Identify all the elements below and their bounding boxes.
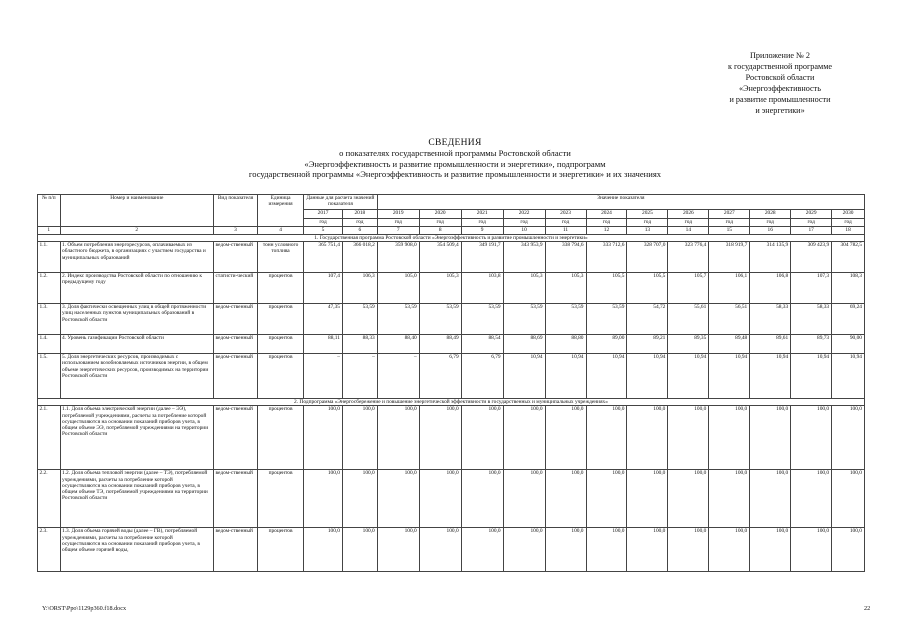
header-year-suffix: год: [304, 219, 343, 227]
row-value: 89,48: [709, 335, 750, 354]
row-value: 100,0: [791, 470, 832, 528]
index-cell: 18: [832, 227, 865, 235]
row-name: 1. Объем потребления энергоресурсов, оплачиваемых из областного бюджета, в организациях с участием государства и муниципальных образований: [60, 242, 214, 273]
header-calc: Данные для расчета значений показателя: [304, 195, 378, 210]
index-cell: 6: [342, 227, 377, 235]
row-value: 100,0: [832, 406, 865, 470]
row-value: 100,0: [668, 470, 709, 528]
row-value: 343 953,9: [503, 242, 545, 273]
row-value: 100,0: [832, 528, 865, 572]
row-value: 100,0: [709, 470, 750, 528]
row-num: 1.1.: [38, 242, 61, 273]
row-value: 10,94: [750, 354, 791, 399]
row-value: 10,94: [791, 354, 832, 399]
row-value: 53,59: [545, 304, 586, 335]
row-num: 2.1.: [38, 406, 61, 470]
row-value: 100,0: [627, 470, 668, 528]
row-value: 88,80: [545, 335, 586, 354]
section-title: 1. Государственная программа Ростовской области «Энергоэффективность и развитие промышленности и энергетики»: [38, 235, 865, 242]
row-value: 100,0: [342, 470, 377, 528]
table-row: [38, 406, 865, 470]
header-year: 2021: [461, 210, 503, 219]
row-value: 100,0: [545, 528, 586, 572]
row-value: 105,5: [586, 273, 627, 304]
index-cell: 15: [709, 227, 750, 235]
row-type: статисти-ческий: [214, 273, 258, 304]
row-value: 100,0: [750, 406, 791, 470]
row-value: 100,0: [586, 406, 627, 470]
row-value: 100,0: [627, 528, 668, 572]
index-cell: 10: [503, 227, 545, 235]
row-value: 105,3: [503, 273, 545, 304]
row-value: 318 919,7: [709, 242, 750, 273]
row-value: 10,94: [627, 354, 668, 399]
index-cell: 8: [419, 227, 461, 235]
header-year-suffix: год: [668, 219, 709, 227]
header-year: 2024: [586, 210, 627, 219]
header-year: 2029: [791, 210, 832, 219]
row-value: 100,0: [419, 528, 461, 572]
row-value: 100,0: [377, 528, 419, 572]
row-type: ведом-ственный: [214, 528, 258, 572]
document-heading: [150, 138, 760, 180]
row-value: 309 423,9: [791, 242, 832, 273]
header-year: 2030: [832, 210, 865, 219]
row-value: 100,0: [342, 528, 377, 572]
row-value: 69,24: [832, 304, 865, 335]
row-value: 100,0: [750, 528, 791, 572]
index-cell: 2: [60, 227, 214, 235]
row-value: 6,79: [461, 354, 503, 399]
row-value: 89,21: [627, 335, 668, 354]
row-num: 1.4.: [38, 335, 61, 354]
header-year: 2027: [709, 210, 750, 219]
row-value: 100,0: [545, 406, 586, 470]
row-value: 53,59: [461, 304, 503, 335]
row-name: 5. Доля энергетических ресурсов, производимых с использованием возобновляемых источников энергии, в общем объеме энергетических ресурсов, производимых на территории Ростовской области: [60, 354, 214, 399]
row-value: 100,0: [304, 528, 343, 572]
row-value: –: [342, 354, 377, 399]
row-unit: процентов: [258, 304, 304, 335]
index-cell: 1: [38, 227, 61, 235]
header-year: 2026: [668, 210, 709, 219]
row-value: 365 751,4: [304, 242, 343, 273]
header-year-suffix: год: [503, 219, 545, 227]
header-year-suffix: год: [545, 219, 586, 227]
footer-file-path: Y:\ORST\Ppo\1129p360.f18.docx: [42, 605, 127, 612]
header-year-suffix: год: [832, 219, 865, 227]
index-cell: 12: [586, 227, 627, 235]
row-value: 100,0: [377, 406, 419, 470]
header-num: № п/п: [38, 195, 61, 227]
row-num: 1.3.: [38, 304, 61, 335]
row-value: 54,72: [627, 304, 668, 335]
row-value: 88,54: [461, 335, 503, 354]
appendix-line: Ростовской области: [745, 73, 815, 82]
row-value: 56,51: [709, 304, 750, 335]
header-year: 2017: [304, 210, 343, 219]
indicators-table: [37, 194, 865, 572]
row-value: 88,40: [377, 335, 419, 354]
row-value: 100,0: [503, 528, 545, 572]
heading-line: о показателях государственной программы Ростовской области: [339, 148, 571, 159]
row-value: 53,59: [342, 304, 377, 335]
row-value: 88,33: [342, 335, 377, 354]
row-value: 100,0: [791, 406, 832, 470]
row-value: 89,61: [750, 335, 791, 354]
row-value: 100,0: [668, 528, 709, 572]
header-year-suffix: год: [627, 219, 668, 227]
appendix-line: к государственной программе: [727, 62, 833, 71]
header-values: Значение показателя: [377, 195, 864, 210]
row-unit: процентов: [258, 273, 304, 304]
row-value: 6,79: [419, 354, 461, 399]
row-name: 4. Уровень газификации Ростовской области: [60, 335, 214, 354]
row-value: 105,7: [668, 273, 709, 304]
table-row: [38, 470, 865, 528]
row-value: 105,3: [545, 273, 586, 304]
header-year: 2018: [342, 210, 377, 219]
row-value: 107,3: [791, 273, 832, 304]
row-value: 100,0: [750, 470, 791, 528]
row-value: 88,11: [304, 335, 343, 354]
index-cell: 3: [214, 227, 258, 235]
row-num: 2.2.: [38, 470, 61, 528]
row-unit: процентов: [258, 406, 304, 470]
index-cell: 13: [627, 227, 668, 235]
row-value: 304 782,5: [832, 242, 865, 273]
header-year: 2023: [545, 210, 586, 219]
row-value: –: [377, 354, 419, 399]
row-value: 106,8: [750, 273, 791, 304]
header-year: 2028: [750, 210, 791, 219]
document-title: СВЕДЕНИЯ: [428, 138, 482, 148]
row-value: 106,3: [342, 273, 377, 304]
row-value: 333 712,6: [586, 242, 627, 273]
index-cell: 9: [461, 227, 503, 235]
row-type: ведом-ственный: [214, 470, 258, 528]
appendix-line: Приложение № 2: [750, 51, 810, 60]
row-value: 10,94: [832, 354, 865, 399]
index-row: [38, 227, 865, 235]
row-name: 1.1. Доля объема электрической энергии (далее – ЭЭ), потребляемой учреждениями, расчеты за потребление которой осуществляются на основании показаний приборов учета, в общем объеме ЭЭ, потребляемой учреждениями на территории Ростовской области: [60, 406, 214, 470]
section-row: [38, 235, 865, 242]
row-value: 108,3: [832, 273, 865, 304]
table-row: [38, 354, 865, 399]
row-value: 89,73: [791, 335, 832, 354]
row-value: 103,8: [461, 273, 503, 304]
row-type: ведом-ственный: [214, 242, 258, 273]
row-value: 100,0: [419, 470, 461, 528]
row-value: 53,59: [586, 304, 627, 335]
appendix-line: и энергетики»: [755, 106, 805, 115]
row-value: 100,0: [709, 528, 750, 572]
row-value: 53,59: [377, 304, 419, 335]
index-cell: 4: [258, 227, 304, 235]
row-value: 100,0: [342, 406, 377, 470]
table-row: [38, 242, 865, 273]
row-value: 88,69: [503, 335, 545, 354]
row-value: 107,4: [304, 273, 343, 304]
row-value: 100,0: [832, 470, 865, 528]
header-type: Вид показателя: [214, 195, 258, 227]
row-value: 100,0: [627, 406, 668, 470]
row-value: 100,0: [461, 470, 503, 528]
row-value: 58,33: [791, 304, 832, 335]
header-year-suffix: год: [709, 219, 750, 227]
row-num: 1.2.: [38, 273, 61, 304]
row-value: 105,5: [627, 273, 668, 304]
row-value: 100,0: [461, 528, 503, 572]
row-value: 359 908,0: [377, 242, 419, 273]
index-cell: 7: [377, 227, 419, 235]
header-year: 2022: [503, 210, 545, 219]
row-value: 100,0: [377, 470, 419, 528]
index-cell: 17: [791, 227, 832, 235]
header-name: Номер и наименование: [60, 195, 214, 227]
index-cell: 11: [545, 227, 586, 235]
row-value: 55,61: [668, 304, 709, 335]
row-value: 328 707,0: [627, 242, 668, 273]
header-unit: Единица измерения: [258, 195, 304, 227]
row-value: 53,59: [503, 304, 545, 335]
row-value: 10,94: [503, 354, 545, 399]
section-title: 2. Подпрограмма «Энергосбережение и повышение энергетической эффективности в государственных и муниципальных учреждениях»: [38, 399, 865, 406]
row-value: 53,59: [419, 304, 461, 335]
row-value: 105,0: [377, 273, 419, 304]
row-type: ведом-ственный: [214, 354, 258, 399]
row-name: 1.2. Доля объема тепловой энергии (далее – ТЭ), потребляемой учреждениями, расчеты за потребление которой осуществляются на основании показаний приборов учета, в общем объеме ТЭ, потребляемой учреждениями на территории Ростовской области: [60, 470, 214, 528]
heading-line: «Энергоэффективность и развитие промышленности и энергетики», подпрограмм: [304, 158, 606, 169]
header-year: 2025: [627, 210, 668, 219]
index-cell: 14: [668, 227, 709, 235]
page-number: 22: [864, 605, 871, 612]
row-value: 323 776,4: [668, 242, 709, 273]
row-value: 314 135,9: [750, 242, 791, 273]
index-cell: 16: [750, 227, 791, 235]
row-num: 1.5.: [38, 354, 61, 399]
row-unit: процентов: [258, 335, 304, 354]
row-name: 1.3. Доля объема горячей воды (далее – ГВ), потребляемой учреждениями, расчеты за потребление которой осуществляются на основании показаний приборов учета, в общем объеме горячей воды,: [60, 528, 214, 572]
row-value: 10,94: [545, 354, 586, 399]
appendix-block: [700, 50, 860, 116]
row-type: ведом-ственный: [214, 406, 258, 470]
row-value: 47,35: [304, 304, 343, 335]
row-unit: процентов: [258, 528, 304, 572]
row-value: 90,00: [832, 335, 865, 354]
row-value: 100,0: [304, 470, 343, 528]
row-unit: тонн условного топлива: [258, 242, 304, 273]
header-year-suffix: год: [750, 219, 791, 227]
row-name: 2. Индекс производства Ростовской области по отношению к предыдущему году: [60, 273, 214, 304]
row-value: 100,0: [791, 528, 832, 572]
row-value: 100,0: [503, 470, 545, 528]
table-row: [38, 528, 865, 572]
row-value: 354 509,4: [419, 242, 461, 273]
row-type: ведом-ственный: [214, 304, 258, 335]
table-row: [38, 273, 865, 304]
row-name: 3. Доля фактически освещенных улиц в общей протяженности улиц населенных пунктов муниципальных образований в Ростовской области: [60, 304, 214, 335]
row-value: 89,00: [586, 335, 627, 354]
table-row: [38, 304, 865, 335]
row-unit: процентов: [258, 470, 304, 528]
header-year: 2020: [419, 210, 461, 219]
row-value: 89,35: [668, 335, 709, 354]
table-row: [38, 335, 865, 354]
header-year-suffix: год: [419, 219, 461, 227]
row-value: 100,0: [503, 406, 545, 470]
header-year: 2019: [377, 210, 419, 219]
header-year-suffix: год: [791, 219, 832, 227]
row-value: 338 794,6: [545, 242, 586, 273]
row-unit: процентов: [258, 354, 304, 399]
header-year-suffix: год: [377, 219, 419, 227]
row-value: 100,0: [304, 406, 343, 470]
row-value: 10,94: [709, 354, 750, 399]
section-row: [38, 399, 865, 406]
row-value: 10,94: [586, 354, 627, 399]
heading-line: государственной программы «Энергоэффективность и развитие промышленности и энергетики» и их значениях: [248, 169, 662, 180]
row-value: 100,0: [586, 470, 627, 528]
row-num: 2.3.: [38, 528, 61, 572]
header-year-suffix: год: [461, 219, 503, 227]
row-value: 106,1: [709, 273, 750, 304]
row-value: 58,33: [750, 304, 791, 335]
row-value: 10,94: [668, 354, 709, 399]
row-value: 100,0: [545, 470, 586, 528]
row-value: 88,49: [419, 335, 461, 354]
row-value: 100,0: [586, 528, 627, 572]
row-value: –: [304, 354, 343, 399]
row-type: ведом-ственный: [214, 335, 258, 354]
row-value: 349 191,7: [461, 242, 503, 273]
appendix-line: и развитие промышленности: [729, 95, 831, 104]
header-year-suffix: год: [342, 219, 377, 227]
appendix-line: «Энергоэффективность: [739, 84, 821, 93]
row-value: 100,0: [419, 406, 461, 470]
header-year-suffix: год: [586, 219, 627, 227]
row-value: 100,0: [709, 406, 750, 470]
row-value: 100,0: [668, 406, 709, 470]
row-value: 105,3: [419, 273, 461, 304]
row-value: 366 018,2: [342, 242, 377, 273]
row-value: 100,0: [461, 406, 503, 470]
index-cell: 5: [304, 227, 343, 235]
